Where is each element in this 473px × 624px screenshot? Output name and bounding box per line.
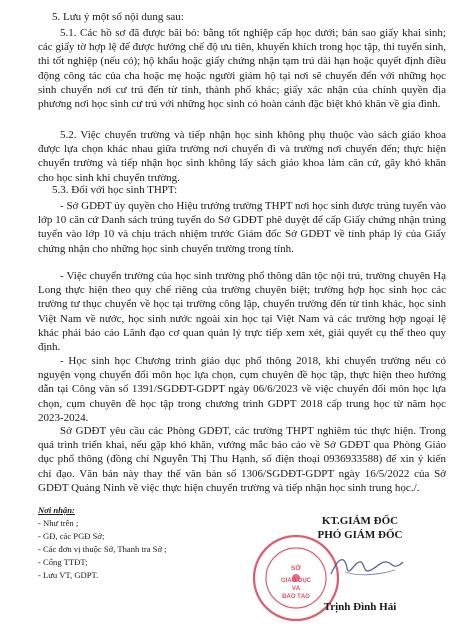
paragraph-5-3-c: - Học sinh học Chương trình giáo dục phổ thông 2018, khi chuyển trường nếu có nguyện vọng chuyển đổi môn học lựa chọn, cụm chuyên đề học tập, thực hiện theo hướng dẫn tại Công văn số 1391/SGDĐT-GDPT ngày 06/6/2023 về việc chuyển đổi môn học lựa chọn, cụm chuyên đề học tập trong chương trình GDPT 2018 cấp trung học từ năm học 2023-2024.: [38, 355, 446, 424]
handwritten-signature-icon: [325, 552, 405, 582]
paragraph-5-3-b: - Việc chuyển trường của học sinh trường phổ thông dân tộc nội trú, trường chuyên Hạ Long thực hiện theo quy chế riêng của trường chuyên biệt; trường hợp học sinh học các trường tư thục chuyển về học tại trường công lập, chuyển trường đến từ tỉnh khác, học sinh Việt Nam về nước, học sinh nước ngoài xin học tại Việt Nam và các trường hợp ngoại lệ khác phải báo cáo Lãnh đạo cơ quan quản lý trực tiếp xem xét, giải quyết cụ thể theo quy định.: [38, 270, 446, 354]
recipient-item: - Cổng TTĐT;: [38, 557, 88, 567]
svg-text:GIÁO DỤC: GIÁO DỤC: [281, 578, 311, 584]
svg-text:VÀ: VÀ: [291, 586, 301, 592]
subsection-heading-5-3: 5.3. Đối với học sinh THPT:: [52, 184, 178, 196]
recipient-item: - Các đơn vị thuộc Sở, Thanh tra Sở ;: [38, 544, 167, 554]
recipient-item: - Như trên ;: [38, 518, 79, 528]
recipients-title: Nơi nhận:: [38, 505, 75, 515]
paragraph-5-2: 5.2. Việc chuyển trường và tiếp nhận học sinh không phụ thuộc vào sách giáo khoa được lựa chọn khác nhau giữa trường nơi chuyển đi và trường nơi chuyển đến; thực hiện chuyển trường và tiếp nhận học sinh không lấy sách giáo khoa làm căn cứ, gây khó khăn cho học sinh khi chuyển trường.: [38, 129, 446, 184]
signer-name: Trịnh Đình Hải: [323, 601, 397, 613]
recipient-item: - Lưu VT, GDPT.: [38, 570, 99, 580]
svg-text:ĐÀO TẠO: ĐÀO TẠO: [282, 594, 310, 600]
svg-text:SỞ: SỞ: [291, 565, 301, 572]
paragraph-5-1: 5.1. Các hồ sơ đã được bãi bỏ: bằng tốt nghiệp cấp học dưới; bản sao giấy khai sinh; các giấy tờ hợp lệ để được hưởng chế độ ưu tiên, khuyến khích trong học tập, thi tuyển sinh, thi tốt nghiệp (nếu có); hộ khẩu hoặc giấy chứng nhận tạm trú dài hạn hoặc quyết định điều động công tác của cha hoặc mẹ hoặc người giám hộ tại nơi sẽ chuyển đến với những học sinh chuyển nơi cư trú đến từ tỉnh, thành phố khác; giấy xác nhận của chính quyền địa phương nơi học sinh cư trú với những học sinh có hoàn cảnh đặc biệt khó khăn về gia đình.: [38, 27, 446, 111]
recipients-block: [38, 504, 167, 582]
signer-role-line1: KT.GIÁM ĐỐC: [321, 515, 399, 527]
signer-role-line2: PHÓ GIÁM ĐỐC: [317, 529, 403, 541]
recipient-item: - GĐ, các PGĐ Sở;: [38, 531, 105, 541]
closing-paragraph: Sở GDĐT yêu cầu các Phòng GDĐT, các trường THPT nghiêm túc thực hiện. Trong quá trình triển khai, nếu gặp khó khăn, vướng mắc báo cáo về Sở GDĐT qua Phòng Giáo dục phổ thông (đồng chí Nguyễn Thị Thu Hạnh, số điện thoại 0936933588) để xin ý kiến chỉ đạo. Văn bản này thay thế văn bản số 1306/SGDĐT-GDPT ngày 16/5/2022 của Sở GDĐT Quảng Ninh về việc thực hiện chuyển trường và tiếp nhận học sinh trung học./.: [38, 425, 446, 494]
section-heading: 5. Lưu ý một số nội dung sau:: [52, 11, 184, 23]
paragraph-5-3-a: - Sở GDĐT ủy quyền cho Hiệu trưởng trường THPT nơi học sinh được trúng tuyển vào lớp 10 căn cứ Danh sách trúng tuyển do Sở GDĐT phê duyệt để cấp Giấy chứng nhận trúng tuyển vào lớp 10 và chịu trách nhiệm trước Giám đốc Sở GDĐT về tính pháp lý của Giấy chứng nhận cho những học sinh chuyển trường trong tỉnh.: [38, 200, 446, 255]
